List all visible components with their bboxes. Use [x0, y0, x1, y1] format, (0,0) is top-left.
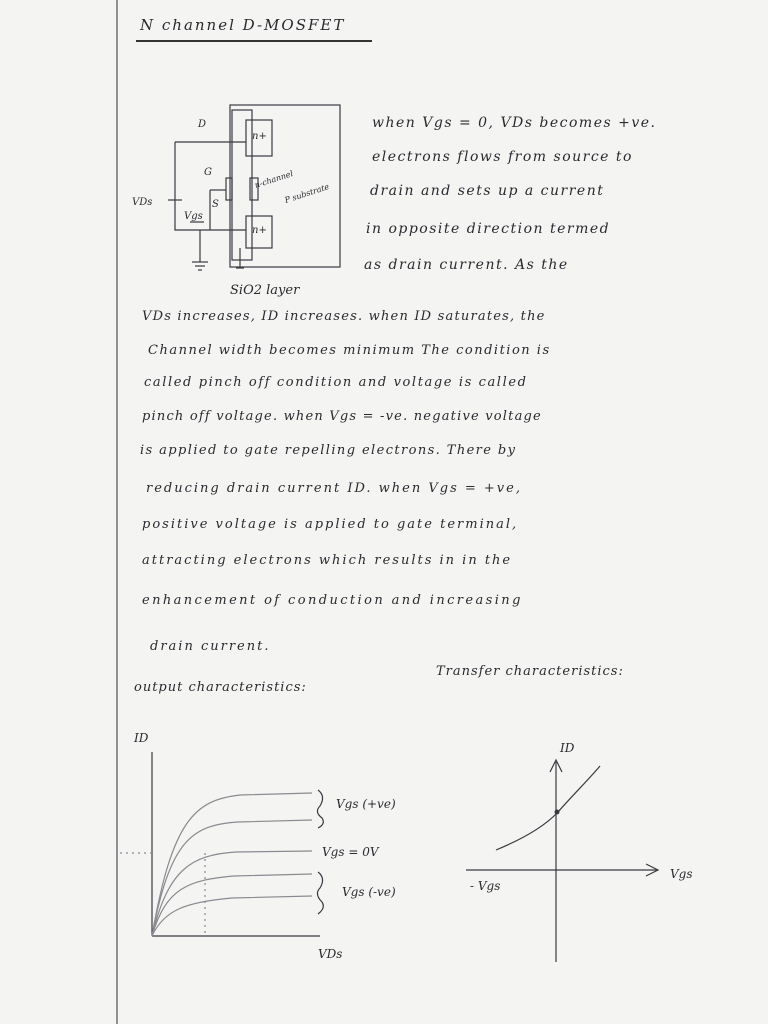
text-line: pinch off voltage. when Vgs = -ve. negative voltage	[142, 409, 542, 424]
text-line: drain current.	[150, 639, 271, 654]
transfer-curve	[496, 766, 600, 850]
gate-label: G	[204, 167, 212, 178]
p-substrate-label: P substrate	[283, 182, 331, 205]
text-line: VDs increases, ID increases. when ID saturates, the	[142, 309, 546, 324]
text-line: positive voltage is applied to gate terminal,	[142, 517, 519, 532]
text-line: as drain current. As the	[364, 257, 569, 273]
transfer-characteristics-heading: Transfer characteristics:	[436, 664, 624, 679]
text-line: electrons flows from source to	[372, 149, 633, 165]
page-title: N channel D-MOSFET	[140, 16, 346, 34]
transfer-y-label: ID	[560, 741, 575, 755]
output-x-label: VDs	[318, 947, 343, 961]
transfer-neg-label: - Vgs	[470, 879, 501, 893]
vgs-label: Vgs	[184, 211, 203, 222]
sio2-layer-label: SiO2 layer	[230, 283, 300, 298]
text-line: Channel width becomes minimum The condition is	[148, 343, 551, 358]
vds-label: VDs	[132, 197, 153, 208]
drain-label: D	[198, 119, 207, 130]
output-label-zero: Vgs = 0V	[322, 845, 379, 859]
transfer-idss-point	[555, 810, 560, 815]
n-plus-top-label: n+	[252, 131, 267, 142]
source-label: S	[212, 199, 219, 210]
output-label-negative: Vgs (-ve)	[342, 885, 396, 899]
output-y-label: ID	[134, 731, 149, 745]
text-line: when Vgs = 0, VDs becomes +ve.	[372, 115, 657, 131]
transfer-x-label: Vgs	[670, 867, 693, 881]
output-label-positive: Vgs (+ve)	[336, 797, 396, 811]
n-channel-label: n-channel	[253, 169, 295, 190]
text-line: drain and sets up a current	[370, 183, 605, 199]
text-line: in opposite direction termed	[366, 221, 611, 237]
text-line: enhancement of conduction and increasing	[142, 593, 523, 608]
text-line: called pinch off condition and voltage is called	[144, 375, 528, 390]
text-line: reducing drain current ID. when Vgs = +ve,	[146, 481, 522, 496]
text-line: is applied to gate repelling electrons. There by	[140, 443, 517, 458]
n-plus-bottom-label: n+	[252, 225, 267, 236]
output-characteristics-heading: output characteristics:	[134, 680, 307, 695]
text-line: attracting electrons which results in in the	[142, 553, 513, 568]
